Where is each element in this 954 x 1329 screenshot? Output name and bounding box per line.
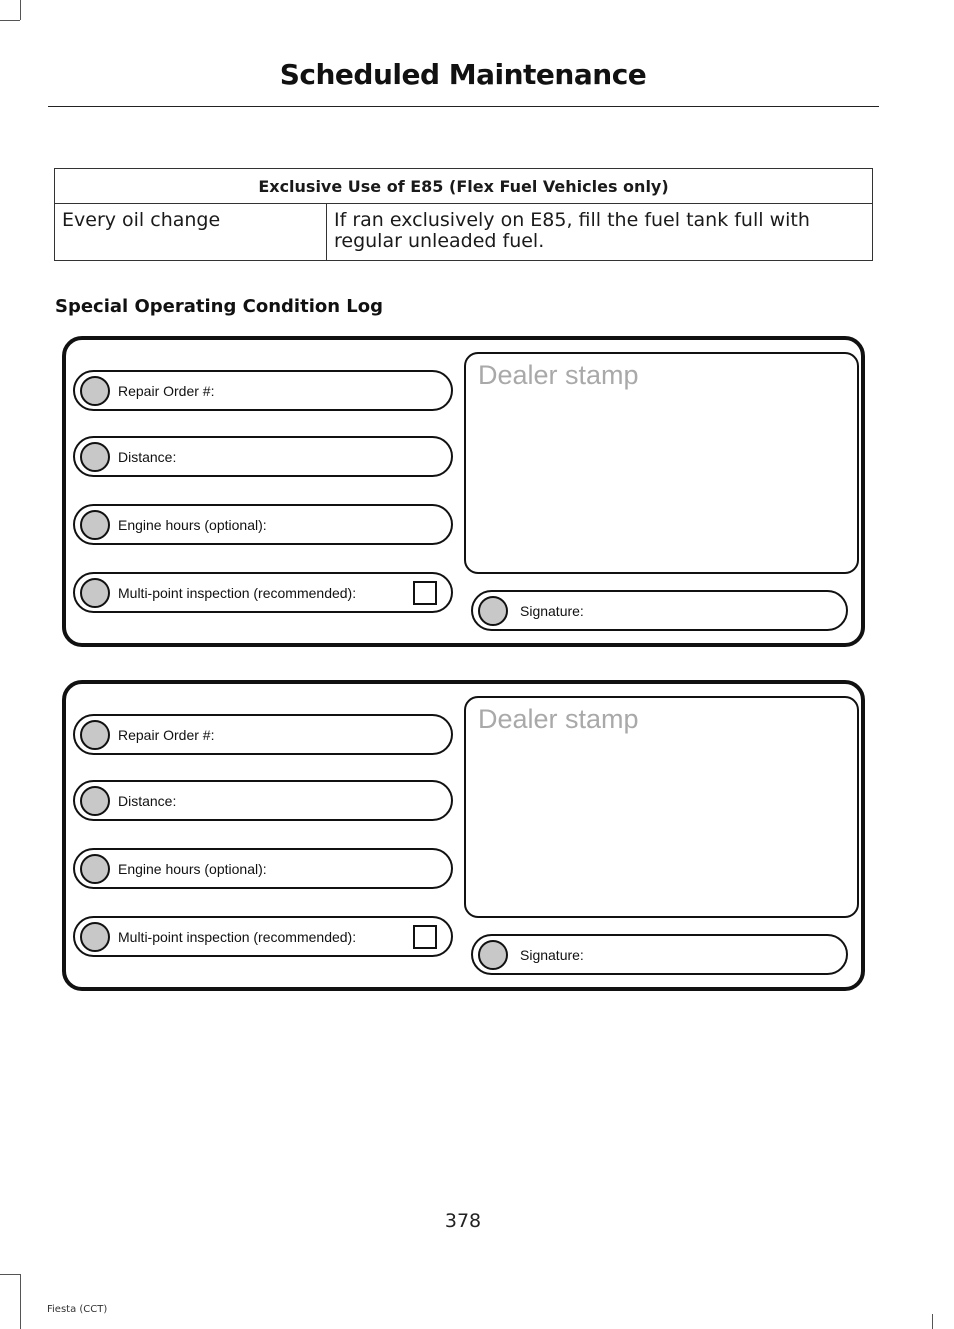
dealer-stamp-box xyxy=(464,352,859,574)
dealer-stamp-label: Dealer stamp xyxy=(478,704,639,734)
distance-field[interactable] xyxy=(73,436,453,477)
inspection-checkbox[interactable] xyxy=(413,581,437,605)
circle-marker-icon xyxy=(478,596,508,626)
inspection-field xyxy=(73,916,453,957)
distance-label: Distance: xyxy=(118,448,177,465)
circle-marker-icon xyxy=(80,376,110,406)
table-cell-action: If ran exclusively on E85, fill the fuel tank full with regular unleaded fuel. xyxy=(327,204,873,261)
signature-field[interactable] xyxy=(471,590,848,631)
footer-model: Fiesta (CCT) xyxy=(47,1304,108,1315)
repair-order-field[interactable] xyxy=(73,370,453,411)
circle-marker-icon xyxy=(478,940,508,970)
table-row xyxy=(55,204,873,261)
table-header-row xyxy=(55,169,873,204)
engine-hours-label: Engine hours (optional): xyxy=(118,516,267,533)
log-card xyxy=(62,336,865,647)
inspection-label: Multi-point inspection (recommended): xyxy=(118,584,357,601)
distance-label: Distance: xyxy=(118,792,177,809)
circle-marker-icon xyxy=(80,922,110,952)
dealer-stamp-label: Dealer stamp xyxy=(478,360,639,390)
engine-hours-field[interactable] xyxy=(73,848,453,889)
table-heading: Exclusive Use of E85 (Flex Fuel Vehicles only) xyxy=(55,169,873,204)
repair-order-label: Repair Order #: xyxy=(118,726,215,743)
engine-hours-label: Engine hours (optional): xyxy=(118,860,267,877)
circle-marker-icon xyxy=(80,854,110,884)
inspection-checkbox[interactable] xyxy=(413,925,437,949)
circle-marker-icon xyxy=(80,786,110,816)
crop-mark xyxy=(0,20,20,21)
distance-field[interactable] xyxy=(73,780,453,821)
repair-order-label: Repair Order #: xyxy=(118,382,215,399)
log-card xyxy=(62,680,865,991)
e85-table xyxy=(54,168,873,261)
table-cell-interval: Every oil change xyxy=(55,204,327,261)
signature-label: Signature: xyxy=(520,602,584,619)
page-number: 378 xyxy=(444,1210,482,1232)
dealer-stamp-box xyxy=(464,696,859,918)
crop-mark xyxy=(20,1274,21,1329)
circle-marker-icon xyxy=(80,510,110,540)
circle-marker-icon xyxy=(80,578,110,608)
inspection-field xyxy=(73,572,453,613)
title-divider xyxy=(48,106,879,107)
signature-field[interactable] xyxy=(471,934,848,975)
inspection-label: Multi-point inspection (recommended): xyxy=(118,928,357,945)
page-title: Scheduled Maintenance xyxy=(279,58,647,91)
section-title: Special Operating Condition Log xyxy=(55,296,384,317)
engine-hours-field[interactable] xyxy=(73,504,453,545)
crop-mark xyxy=(932,1314,933,1329)
crop-mark xyxy=(20,0,21,20)
circle-marker-icon xyxy=(80,720,110,750)
signature-label: Signature: xyxy=(520,946,584,963)
crop-mark xyxy=(0,1274,20,1275)
circle-marker-icon xyxy=(80,442,110,472)
repair-order-field[interactable] xyxy=(73,714,453,755)
